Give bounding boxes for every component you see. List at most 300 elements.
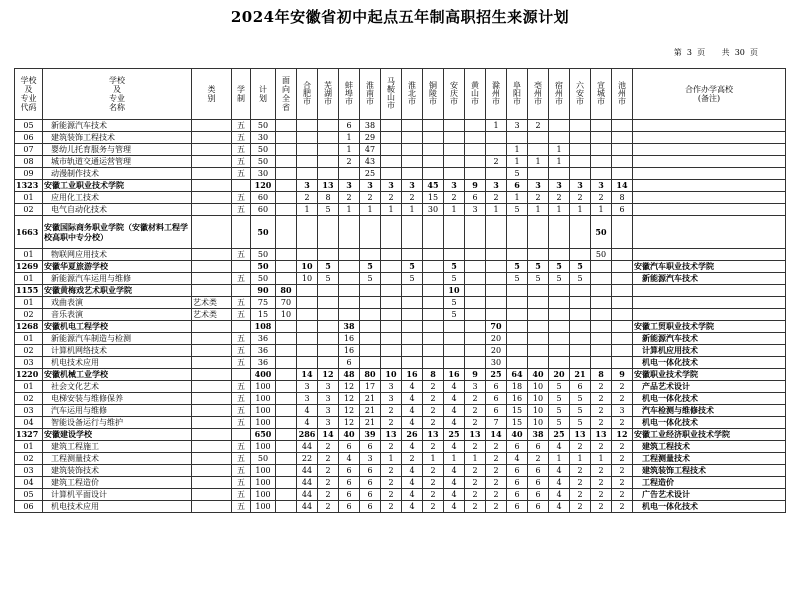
- city-cell: 3: [486, 180, 507, 192]
- city-cell: 18: [507, 381, 528, 393]
- plan-cell: 90: [251, 285, 276, 297]
- coop-cell: 产品艺术设计: [633, 381, 786, 393]
- city-cell: 2: [591, 501, 612, 513]
- city-cell: 4: [339, 453, 360, 465]
- city-cell: 2: [612, 417, 633, 429]
- name-cell: 建筑装饰技术: [43, 465, 192, 477]
- header-coop: 合作办学高校 (备注): [633, 69, 786, 120]
- city-cell: 12: [339, 405, 360, 417]
- city-cell: [423, 249, 444, 261]
- province-cell: [276, 393, 297, 405]
- type-cell: [192, 216, 232, 249]
- xuezhi-cell: 五: [232, 192, 251, 204]
- code-cell: 1269: [15, 261, 43, 273]
- city-cell: [339, 249, 360, 261]
- city-cell: [423, 132, 444, 144]
- city-cell: [297, 216, 318, 249]
- city-cell: 5: [402, 261, 423, 273]
- city-cell: 4: [549, 441, 570, 453]
- province-cell: [276, 321, 297, 333]
- city-cell: 2: [423, 393, 444, 405]
- xuezhi-cell: 五: [232, 417, 251, 429]
- code-cell: 09: [15, 168, 43, 180]
- city-cell: [402, 297, 423, 309]
- city-cell: 2: [591, 465, 612, 477]
- city-cell: 2: [318, 501, 339, 513]
- xuezhi-cell: 五: [232, 381, 251, 393]
- city-cell: 25: [486, 369, 507, 381]
- type-cell: [192, 249, 232, 261]
- plan-cell: 100: [251, 417, 276, 429]
- city-cell: 2: [381, 465, 402, 477]
- coop-cell: 计算机应用技术: [633, 345, 786, 357]
- coop-cell: [633, 192, 786, 204]
- city-cell: 6: [507, 501, 528, 513]
- province-cell: [276, 180, 297, 192]
- city-cell: 2: [381, 489, 402, 501]
- city-cell: 5: [318, 261, 339, 273]
- city-cell: [507, 309, 528, 321]
- city-cell: [549, 345, 570, 357]
- city-cell: 13: [423, 429, 444, 441]
- city-cell: [570, 168, 591, 180]
- city-cell: 25: [360, 168, 381, 180]
- city-cell: 30: [486, 357, 507, 369]
- city-cell: [612, 345, 633, 357]
- plan-cell: 30: [251, 132, 276, 144]
- city-cell: [381, 216, 402, 249]
- plan-cell: 50: [251, 144, 276, 156]
- coop-cell: 工程测量技术: [633, 453, 786, 465]
- city-cell: 5: [444, 297, 465, 309]
- city-cell: [444, 345, 465, 357]
- plan-cell: 108: [251, 321, 276, 333]
- city-cell: [318, 309, 339, 321]
- city-cell: 2: [297, 192, 318, 204]
- name-cell: 安徽工业职业技术学院: [43, 180, 192, 192]
- city-cell: 6: [528, 477, 549, 489]
- city-cell: [465, 309, 486, 321]
- xuezhi-cell: [232, 261, 251, 273]
- city-cell: 6: [507, 441, 528, 453]
- city-cell: 2: [423, 441, 444, 453]
- city-cell: [486, 249, 507, 261]
- city-cell: [318, 156, 339, 168]
- city-cell: 1: [549, 453, 570, 465]
- city-cell: [297, 333, 318, 345]
- city-cell: 3: [360, 180, 381, 192]
- city-cell: 2: [423, 477, 444, 489]
- city-cell: 2: [612, 489, 633, 501]
- city-cell: [570, 297, 591, 309]
- city-cell: [297, 309, 318, 321]
- coop-cell: [633, 297, 786, 309]
- province-cell: [276, 453, 297, 465]
- city-cell: [612, 168, 633, 180]
- city-cell: 3: [360, 453, 381, 465]
- city-cell: [402, 120, 423, 132]
- coop-cell: 机电一体化技术: [633, 417, 786, 429]
- plan-cell: 15: [251, 309, 276, 321]
- code-cell: 07: [15, 144, 43, 156]
- province-cell: 10: [276, 309, 297, 321]
- code-cell: 03: [15, 405, 43, 417]
- city-cell: [549, 321, 570, 333]
- province-cell: 80: [276, 285, 297, 297]
- header-code: 学校 及 专业 代码: [15, 69, 43, 120]
- name-cell: 安徽机械工业学校: [43, 369, 192, 381]
- xuezhi-cell: 五: [232, 204, 251, 216]
- city-cell: [360, 321, 381, 333]
- city-cell: [444, 168, 465, 180]
- city-cell: 17: [360, 381, 381, 393]
- name-cell: 建筑工程造价: [43, 477, 192, 489]
- city-cell: [381, 297, 402, 309]
- city-cell: 5: [318, 273, 339, 285]
- city-cell: 3: [297, 381, 318, 393]
- city-cell: [381, 156, 402, 168]
- major-row: [15, 489, 786, 501]
- city-cell: 14: [612, 180, 633, 192]
- type-cell: [192, 441, 232, 453]
- city-cell: [423, 216, 444, 249]
- enrollment-plan-table: [14, 68, 786, 513]
- city-cell: [570, 216, 591, 249]
- city-cell: [339, 261, 360, 273]
- city-cell: 50: [591, 249, 612, 261]
- city-cell: 50: [591, 216, 612, 249]
- city-cell: [297, 132, 318, 144]
- city-cell: [507, 216, 528, 249]
- city-cell: [570, 333, 591, 345]
- city-cell: 3: [444, 180, 465, 192]
- city-cell: [591, 273, 612, 285]
- city-cell: [402, 309, 423, 321]
- plan-cell: 100: [251, 441, 276, 453]
- city-cell: 20: [486, 333, 507, 345]
- city-cell: 16: [339, 345, 360, 357]
- header-city: 池州市: [612, 69, 633, 120]
- city-cell: 2: [591, 417, 612, 429]
- city-cell: [402, 345, 423, 357]
- city-cell: 45: [423, 180, 444, 192]
- city-cell: [570, 321, 591, 333]
- city-cell: 5: [528, 261, 549, 273]
- city-cell: 1: [507, 144, 528, 156]
- type-cell: [192, 285, 232, 297]
- city-cell: 5: [360, 273, 381, 285]
- city-cell: 5: [549, 393, 570, 405]
- xuezhi-cell: 五: [232, 453, 251, 465]
- xuezhi-cell: 五: [232, 477, 251, 489]
- city-cell: [507, 357, 528, 369]
- plan-cell: 50: [251, 273, 276, 285]
- plan-cell: 100: [251, 477, 276, 489]
- city-cell: [465, 333, 486, 345]
- city-cell: 21: [360, 393, 381, 405]
- coop-cell: [633, 249, 786, 261]
- city-cell: 286: [297, 429, 318, 441]
- city-cell: [318, 345, 339, 357]
- school-row: [15, 429, 786, 441]
- city-cell: 25: [444, 429, 465, 441]
- city-cell: 5: [507, 273, 528, 285]
- province-cell: [276, 333, 297, 345]
- city-cell: 25: [549, 429, 570, 441]
- city-cell: 2: [612, 381, 633, 393]
- type-cell: [192, 261, 232, 273]
- city-cell: 29: [360, 132, 381, 144]
- city-cell: 6: [507, 477, 528, 489]
- city-cell: 4: [444, 477, 465, 489]
- city-cell: 8: [318, 192, 339, 204]
- city-cell: [423, 321, 444, 333]
- city-cell: 1: [549, 156, 570, 168]
- city-cell: 1: [444, 204, 465, 216]
- city-cell: [570, 120, 591, 132]
- city-cell: 2: [402, 453, 423, 465]
- type-cell: [192, 357, 232, 369]
- major-row: [15, 120, 786, 132]
- city-cell: [402, 249, 423, 261]
- city-cell: 5: [528, 273, 549, 285]
- city-cell: 4: [444, 417, 465, 429]
- city-cell: [465, 321, 486, 333]
- city-cell: 40: [528, 369, 549, 381]
- city-cell: 5: [549, 381, 570, 393]
- city-cell: [360, 297, 381, 309]
- city-cell: [381, 144, 402, 156]
- city-cell: [339, 216, 360, 249]
- type-cell: [192, 156, 232, 168]
- major-row: [15, 144, 786, 156]
- city-cell: 2: [444, 192, 465, 204]
- type-cell: 艺术类: [192, 309, 232, 321]
- city-cell: [465, 297, 486, 309]
- city-cell: 2: [591, 441, 612, 453]
- code-cell: 1155: [15, 285, 43, 297]
- city-cell: [297, 321, 318, 333]
- city-cell: [297, 156, 318, 168]
- city-cell: 2: [465, 465, 486, 477]
- city-cell: 6: [360, 501, 381, 513]
- city-cell: 1: [570, 204, 591, 216]
- city-cell: [486, 261, 507, 273]
- coop-cell: [633, 144, 786, 156]
- city-cell: [360, 285, 381, 297]
- city-cell: 21: [570, 369, 591, 381]
- city-cell: 6: [528, 501, 549, 513]
- city-cell: 2: [528, 453, 549, 465]
- header-city: 淮南市: [360, 69, 381, 120]
- city-cell: 2: [591, 381, 612, 393]
- city-cell: 5: [444, 309, 465, 321]
- type-cell: [192, 168, 232, 180]
- plan-cell: 50: [251, 120, 276, 132]
- city-cell: 21: [360, 417, 381, 429]
- city-cell: [339, 285, 360, 297]
- city-cell: [570, 144, 591, 156]
- code-cell: 01: [15, 249, 43, 261]
- city-cell: 3: [402, 180, 423, 192]
- city-cell: 3: [318, 393, 339, 405]
- province-cell: [276, 489, 297, 501]
- xuezhi-cell: 五: [232, 144, 251, 156]
- city-cell: 4: [444, 381, 465, 393]
- city-cell: 2: [591, 477, 612, 489]
- plan-cell: 100: [251, 501, 276, 513]
- plan-cell: 50: [251, 453, 276, 465]
- city-cell: 5: [549, 261, 570, 273]
- city-cell: [318, 249, 339, 261]
- city-cell: [444, 120, 465, 132]
- city-cell: 12: [339, 381, 360, 393]
- city-cell: 70: [486, 321, 507, 333]
- city-cell: 30: [423, 204, 444, 216]
- header-city: 蚌埠市: [339, 69, 360, 120]
- plan-cell: 50: [251, 261, 276, 273]
- city-cell: 4: [444, 489, 465, 501]
- city-cell: [591, 285, 612, 297]
- city-cell: 9: [612, 369, 633, 381]
- city-cell: 12: [612, 429, 633, 441]
- city-cell: 5: [318, 204, 339, 216]
- coop-cell: 新能源汽车技术: [633, 333, 786, 345]
- major-row: [15, 168, 786, 180]
- city-cell: [318, 285, 339, 297]
- city-cell: 1: [339, 132, 360, 144]
- code-cell: 08: [15, 156, 43, 168]
- city-cell: 5: [570, 273, 591, 285]
- city-cell: [486, 132, 507, 144]
- city-cell: 2: [570, 441, 591, 453]
- city-cell: [507, 321, 528, 333]
- code-cell: 04: [15, 477, 43, 489]
- city-cell: 5: [570, 417, 591, 429]
- city-cell: [402, 132, 423, 144]
- coop-cell: 安徽职业技术学院: [633, 369, 786, 381]
- city-cell: 4: [297, 417, 318, 429]
- header-city: 合肥市: [297, 69, 318, 120]
- city-cell: [423, 345, 444, 357]
- coop-cell: 建筑装饰工程技术: [633, 465, 786, 477]
- city-cell: [570, 285, 591, 297]
- coop-cell: 机电一体化技术: [633, 501, 786, 513]
- city-cell: 2: [591, 192, 612, 204]
- type-cell: [192, 381, 232, 393]
- city-cell: [444, 321, 465, 333]
- header-province: 面 向 全 省: [276, 69, 297, 120]
- name-cell: 电梯安装与维修保养: [43, 393, 192, 405]
- city-cell: 47: [360, 144, 381, 156]
- province-cell: [276, 357, 297, 369]
- city-cell: 2: [549, 192, 570, 204]
- name-cell: 安徽国际商务职业学院（安徽材料工程学校高职中专分校）: [43, 216, 192, 249]
- city-cell: 4: [297, 405, 318, 417]
- city-cell: 2: [465, 393, 486, 405]
- coop-cell: [633, 132, 786, 144]
- city-cell: [381, 261, 402, 273]
- city-cell: 6: [339, 477, 360, 489]
- code-cell: 1663: [15, 216, 43, 249]
- city-cell: [423, 309, 444, 321]
- city-cell: 3: [381, 180, 402, 192]
- header-city: 六安市: [570, 69, 591, 120]
- city-cell: 8: [591, 369, 612, 381]
- page-title: 2024年安徽省初中起点五年制高职招生来源计划: [230, 8, 570, 26]
- xuezhi-cell: 五: [232, 393, 251, 405]
- major-row: [15, 156, 786, 168]
- city-cell: [360, 333, 381, 345]
- xuezhi-cell: 五: [232, 489, 251, 501]
- code-cell: 04: [15, 417, 43, 429]
- city-cell: [528, 297, 549, 309]
- xuezhi-cell: 五: [232, 156, 251, 168]
- city-cell: [465, 249, 486, 261]
- city-cell: [360, 309, 381, 321]
- city-cell: [423, 273, 444, 285]
- city-cell: [465, 345, 486, 357]
- city-cell: 10: [528, 405, 549, 417]
- city-cell: 3: [339, 180, 360, 192]
- name-cell: 计算机网络技术: [43, 345, 192, 357]
- code-cell: 01: [15, 273, 43, 285]
- city-cell: [423, 168, 444, 180]
- city-cell: 2: [591, 393, 612, 405]
- city-cell: [381, 285, 402, 297]
- code-cell: 02: [15, 453, 43, 465]
- city-cell: 3: [465, 381, 486, 393]
- city-cell: 6: [339, 120, 360, 132]
- city-cell: [486, 285, 507, 297]
- city-cell: 2: [612, 465, 633, 477]
- city-cell: [549, 297, 570, 309]
- name-cell: 汽车运用与维修: [43, 405, 192, 417]
- city-cell: 6: [360, 477, 381, 489]
- city-cell: [360, 216, 381, 249]
- type-cell: [192, 321, 232, 333]
- city-cell: [591, 156, 612, 168]
- major-row: [15, 417, 786, 429]
- city-cell: 4: [549, 465, 570, 477]
- city-cell: [612, 261, 633, 273]
- name-cell: 计算机平面设计: [43, 489, 192, 501]
- city-cell: 1: [549, 204, 570, 216]
- xuezhi-cell: [232, 321, 251, 333]
- city-cell: 3: [381, 393, 402, 405]
- major-row: [15, 381, 786, 393]
- major-row: [15, 204, 786, 216]
- city-cell: 2: [486, 501, 507, 513]
- city-cell: 1: [507, 156, 528, 168]
- xuezhi-cell: 五: [232, 465, 251, 477]
- province-cell: [276, 441, 297, 453]
- type-cell: [192, 453, 232, 465]
- city-cell: [423, 120, 444, 132]
- city-cell: [507, 249, 528, 261]
- type-cell: [192, 345, 232, 357]
- name-cell: 音乐表演: [43, 309, 192, 321]
- plan-cell: 100: [251, 393, 276, 405]
- header-city: 滁州市: [486, 69, 507, 120]
- type-cell: [192, 180, 232, 192]
- city-cell: 6: [570, 381, 591, 393]
- city-cell: 5: [549, 417, 570, 429]
- city-cell: [612, 144, 633, 156]
- city-cell: [318, 144, 339, 156]
- city-cell: [486, 216, 507, 249]
- city-cell: 14: [297, 369, 318, 381]
